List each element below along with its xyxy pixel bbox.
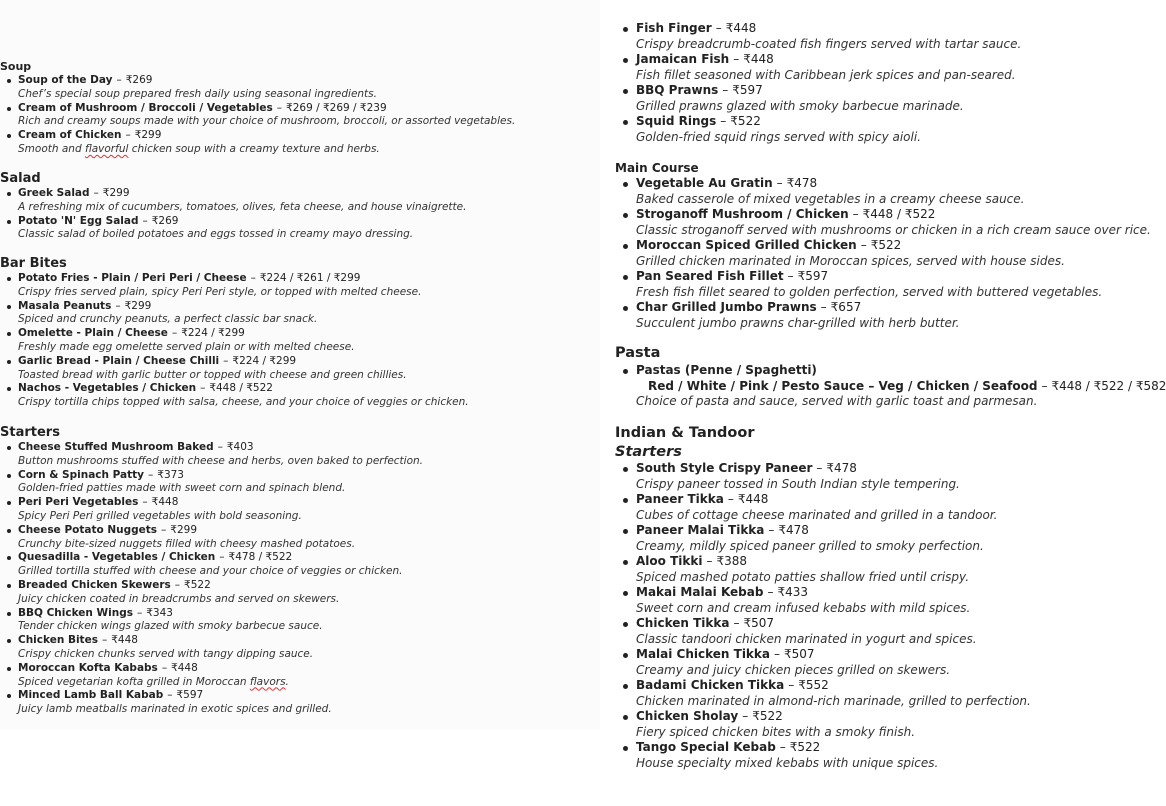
item-name: Potato Fries - Plain / Peri Peri / Cheese	[18, 272, 247, 284]
item-name: BBQ Chicken Wings	[18, 606, 133, 619]
item-price: ₹448	[171, 661, 198, 674]
list-item: Garlic Bread - Plain / Cheese Chilli – ₹224 / ₹299 Toasted bread with garlic butter or topped with cheese and green chillies.	[0, 355, 600, 383]
item-price: ₹299	[102, 187, 130, 199]
item-description: Grilled tortilla stuffed with cheese and your choice of veggies or chicken.	[18, 565, 403, 578]
item-price: ₹522	[870, 238, 902, 252]
item-name: Garlic Bread - Plain / Cheese Chilli	[18, 354, 220, 367]
item-description: Baked casserole of mixed vegetables in a creamy cheese sauce.	[636, 191, 1025, 206]
item-description: Toasted bread with garlic butter or topped with cheese and green chillies.	[18, 368, 407, 381]
item-description: Grilled prawns glazed with smoky barbecue marinade.	[636, 98, 964, 113]
item-options: Red / White / Pink / Pesto Sauce – Veg / Chicken / Seafood	[648, 378, 1038, 393]
left-menu-column	[0, 0, 600, 730]
item-description: A refreshing mix of cucumbers, tomatoes, olives, feta cheese, and house vinaigrette.	[18, 200, 467, 213]
item-description: Freshly made egg omelette served plain or with melted cheese.	[18, 340, 355, 353]
item-price: ₹299	[170, 523, 198, 536]
item-description: Chef’s special soup prepared fresh daily using seasonal ingredients.	[18, 87, 377, 100]
section-bar-bites	[0, 255, 600, 410]
item-description: Fish fillet seasoned with Caribbean jerk spices and pan-seared.	[636, 67, 1016, 82]
item-price: ₹448 / ₹522	[862, 207, 936, 221]
list-item: BBQ Chicken Wings – ₹343 Tender chicken wings glazed with smoky barbecue sauce.	[0, 607, 600, 635]
item-description: Fresh fish fillet seared to golden perfection, served with buttered vegetables.	[636, 284, 1103, 299]
item-name: Vegetable Au Gratin	[636, 176, 773, 190]
item-description: Smooth and flavorful chicken soup with a creamy texture and herbs.	[18, 142, 380, 155]
item-name: Omelette - Plain / Cheese	[18, 327, 168, 340]
item-price: ₹478	[786, 176, 818, 190]
item-name: Cheese Potato Nuggets	[18, 523, 158, 536]
item-description: Button mushrooms stuffed with cheese and herbs, oven baked to perfection.	[18, 454, 423, 467]
list-item: Minced Lamb Ball Kabab – ₹597 Juicy lamb meatballs marinated in exotic spices and grilled.	[0, 689, 600, 717]
list-item: Soup of the Day – ₹269 Chef’s special soup prepared fresh daily using seasonal ingredients.	[0, 74, 600, 102]
item-name: Jamaican Fish	[636, 52, 730, 66]
item-description: Crunchy bite-sized nuggets filled with cheesy mashed potatoes.	[18, 537, 356, 550]
list-item: Potato Fries - Plain / Peri Peri / Cheese – ₹224 / ₹261 / ₹299 Crispy fries served plain, spicy Peri Peri style, or topped with melted cheese.	[0, 272, 600, 300]
item-name: Tango Special Kebab	[636, 740, 776, 754]
item-name: Cream of Chicken	[18, 129, 122, 142]
item-price: ₹657	[830, 300, 862, 314]
starters-list	[0, 441, 600, 717]
item-price: ₹448	[725, 21, 757, 35]
item-description: Juicy chicken coated in breadcrumbs and served on skewers.	[18, 592, 340, 605]
salad-list	[0, 187, 600, 242]
list-item: Moroccan Kofta Kababs – ₹448 Spiced vegetarian kofta grilled in Moroccan flavors.	[0, 662, 600, 690]
item-description: Chicken marinated in almond-rich marinade, grilled to perfection.	[636, 693, 1031, 708]
item-description: Crispy chicken chunks served with tangy dipping sauce.	[18, 647, 314, 660]
list-item: Badami Chicken Tikka – ₹552 Chicken marinated in almond-rich marinade, grilled to perfection.	[615, 678, 1155, 709]
item-description: Spiced mashed potato patties shallow fried until crispy.	[636, 569, 970, 584]
list-item: Chicken Tikka – ₹507 Classic tandoori chicken marinated in yogurt and spices.	[615, 616, 1155, 647]
item-name: Peri Peri Vegetables	[18, 496, 139, 509]
item-price: ₹224 / ₹299	[232, 354, 297, 367]
item-description: Choice of pasta and sauce, served with garlic toast and parmesan.	[636, 394, 1038, 408]
item-name: Squid Rings	[636, 114, 717, 128]
item-description: Spiced vegetarian kofta grilled in Moroccan flavors.	[18, 675, 289, 688]
list-item: Pastas (Penne / Spaghetti) Red / White / Pink / Pesto Sauce – Veg / Chicken / Seafood – ₹448 / ₹522 / ₹582 Choice of pasta and sauce, served with garlic toast and parmesan.	[615, 363, 1155, 410]
item-price: ₹373	[157, 468, 184, 481]
list-item: Paneer Tikka – ₹448 Cubes of cottage cheese marinated and grilled in a tandoor.	[615, 492, 1155, 523]
item-description: Golden-fried patties made with sweet corn and spinach blend.	[18, 482, 346, 495]
item-name: Stroganoff Mushroom / Chicken	[636, 207, 849, 221]
item-description: Tender chicken wings glazed with smoky barbecue sauce.	[18, 620, 323, 633]
item-price: ₹552	[798, 678, 829, 692]
spellcheck-word: flavorful	[84, 142, 129, 155]
section-title-starters: Starters	[0, 425, 60, 440]
item-price: ₹597	[732, 83, 763, 97]
item-price: ₹522	[730, 114, 761, 128]
item-price: ₹597	[797, 269, 829, 283]
list-item: Jamaican Fish – ₹448 Fish fillet seasoned with Caribbean jerk spices and pan-seared.	[615, 52, 1155, 83]
item-name: Paneer Tikka	[636, 492, 724, 506]
item-price: ₹269	[125, 74, 153, 86]
item-name: Potato 'N' Egg Salad	[18, 214, 139, 227]
item-description: Cubes of cottage cheese marinated and grilled in a tandoor.	[636, 507, 998, 522]
list-item: Malai Chicken Tikka – ₹507 Creamy and juicy chicken pieces grilled on skewers.	[615, 647, 1155, 678]
main-course-list	[615, 176, 1155, 331]
item-name: Breaded Chicken Skewers	[18, 578, 171, 591]
list-item: Pan Seared Fish Fillet – ₹597 Fresh fish fillet seared to golden perfection, served with buttered vegetables.	[615, 269, 1155, 300]
item-price: ₹522	[184, 578, 211, 591]
item-price: ₹388	[716, 554, 747, 568]
item-price: ₹597	[176, 689, 204, 702]
item-name: Aloo Tikki	[636, 554, 703, 568]
item-name: Pastas (Penne / Spaghetti)	[636, 363, 817, 377]
list-item: Chicken Bites – ₹448 Crispy chicken chunks served with tangy dipping sauce.	[0, 634, 600, 662]
section-pasta	[615, 344, 1166, 410]
item-description: House specialty mixed kebabs with unique spices.	[636, 755, 939, 770]
list-item: Peri Peri Vegetables – ₹448 Spicy Peri Peri grilled vegetables with bold seasoning.	[0, 496, 600, 524]
item-name: Char Grilled Jumbo Prawns	[636, 300, 817, 314]
list-item: Chicken Sholay – ₹522 Fiery spiced chicken bites with a smoky finish.	[615, 709, 1155, 740]
item-description: Spiced and crunchy peanuts, a perfect classic bar snack.	[18, 313, 318, 326]
item-name: Corn & Spinach Patty	[18, 468, 145, 481]
item-price: ₹478 / ₹522	[228, 551, 293, 564]
item-price: ₹433	[777, 585, 808, 599]
item-description: Crispy breadcrumb-coated fish fingers served with tartar sauce.	[636, 36, 1022, 51]
item-name: Paneer Malai Tikka	[636, 523, 765, 537]
item-price: ₹269 / ₹269 / ₹239	[286, 101, 387, 114]
item-price: ₹299	[134, 129, 162, 142]
item-name: Masala Peanuts	[18, 299, 112, 312]
list-item: Cheese Potato Nuggets – ₹299 Crunchy bite-sized nuggets filled with cheesy mashed potatoes.	[0, 524, 600, 552]
item-name: Nachos - Vegetables / Chicken	[18, 382, 197, 395]
item-name: BBQ Prawns	[636, 83, 719, 97]
right-menu-column	[600, 0, 1166, 806]
item-name: Cream of Mushroom / Broccoli / Vegetables	[18, 101, 273, 114]
item-price: ₹343	[146, 606, 173, 619]
section-title-pasta: Pasta	[615, 345, 661, 361]
list-item: Fish Finger – ₹448 Crispy breadcrumb-coated fish fingers served with tartar sauce.	[615, 21, 1155, 52]
item-name: Soup of the Day	[18, 74, 113, 86]
item-name: Quesadilla - Vegetables / Chicken	[18, 551, 216, 564]
item-name: Moroccan Kofta Kababs	[18, 661, 158, 674]
item-description: Grilled chicken marinated in Moroccan spices, served with house sides.	[636, 253, 1065, 268]
item-name: Fish Finger	[636, 21, 712, 35]
list-item: Quesadilla - Vegetables / Chicken – ₹478 / ₹522 Grilled tortilla stuffed with cheese and your choice of veggies or chicken.	[0, 551, 600, 579]
pasta-list	[615, 363, 1166, 410]
item-description: Creamy and juicy chicken pieces grilled on skewers.	[636, 662, 951, 677]
list-item: Aloo Tikki – ₹388 Spiced mashed potato patties shallow fried until crispy.	[615, 554, 1155, 585]
item-price: ₹522	[789, 740, 821, 754]
item-description: Juicy lamb meatballs marinated in exotic spices and grilled.	[18, 703, 332, 716]
list-item: Greek Salad – ₹299 A refreshing mix of cucumbers, tomatoes, olives, feta cheese, and house vinaigrette.	[0, 187, 600, 215]
item-price: ₹522	[752, 709, 783, 723]
item-name: Cheese Stuffed Mushroom Baked	[18, 441, 214, 453]
section-starters	[0, 424, 600, 717]
bar-bites-list	[0, 272, 600, 410]
list-item: Omelette - Plain / Cheese – ₹224 / ₹299 Freshly made egg omelette served plain or with melted cheese.	[0, 327, 600, 355]
list-item: Nachos - Vegetables / Chicken – ₹448 / ₹522 Crispy tortilla chips topped with salsa, cheese, and your choice of veggies or chicken.	[0, 382, 600, 410]
item-name: Moroccan Spiced Grilled Chicken	[636, 238, 857, 252]
item-description: Golden-fried squid rings served with spicy aioli.	[636, 129, 921, 144]
list-item: Paneer Malai Tikka – ₹478 Creamy, mildly spiced paneer grilled to smoky perfection.	[615, 523, 1155, 554]
item-price: ₹224 / ₹299	[181, 327, 245, 340]
item-price: ₹507	[784, 647, 815, 661]
list-item: South Style Crispy Paneer – ₹478 Crispy paneer tossed in South Indian style tempering.	[615, 461, 1155, 492]
item-name: Chicken Tikka	[636, 616, 730, 630]
item-price: ₹403	[226, 441, 254, 453]
soup-list	[0, 74, 600, 157]
list-item: Breaded Chicken Skewers – ₹522 Juicy chicken coated in breadcrumbs and served on skewers.	[0, 579, 600, 607]
item-description: Spicy Peri Peri grilled vegetables with bold seasoning.	[18, 509, 302, 522]
item-description: Classic tandoori chicken marinated in yogurt and spices.	[636, 631, 977, 646]
list-item: Corn & Spinach Patty – ₹373 Golden-fried patties made with sweet corn and spinach blend.	[0, 469, 600, 497]
section-title-salad: Salad	[0, 171, 41, 186]
item-name: Pan Seared Fish Fillet	[636, 269, 784, 283]
section-title-soup: Soup	[0, 60, 32, 73]
item-description: Classic stroganoff served with mushrooms or chicken in a rich cream sauce over rice.	[636, 222, 1151, 237]
item-name: South Style Crispy Paneer	[636, 461, 813, 475]
item-name: Chicken Sholay	[636, 709, 739, 723]
indian-starters-list	[615, 461, 1155, 771]
item-price: ₹448 / ₹522	[209, 382, 273, 395]
section-seafood-continued	[615, 21, 1155, 145]
item-name: Badami Chicken Tikka	[636, 678, 785, 692]
section-indian-tandoor	[615, 424, 1155, 771]
list-item: Vegetable Au Gratin – ₹478 Baked casserole of mixed vegetables in a creamy cheese sauce.	[615, 176, 1155, 207]
section-main-course	[615, 160, 1155, 331]
list-item: Moroccan Spiced Grilled Chicken – ₹522 Grilled chicken marinated in Moroccan spices, served with house sides.	[615, 238, 1155, 269]
list-item: Tango Special Kebab – ₹522 House specialty mixed kebabs with unique spices.	[615, 740, 1155, 771]
list-item: Masala Peanuts – ₹299 Spiced and crunchy peanuts, a perfect classic bar snack.	[0, 300, 600, 328]
item-description: Classic salad of boiled potatoes and eggs tossed in creamy mayo dressing.	[18, 228, 414, 241]
section-soup	[0, 60, 600, 157]
list-item: Stroganoff Mushroom / Chicken – ₹448 / ₹522 Classic stroganoff served with mushrooms or chicken in a rich cream sauce over rice.	[615, 207, 1155, 238]
list-item: Squid Rings – ₹522 Golden-fried squid rings served with spicy aioli.	[615, 114, 1155, 145]
seafood-list	[615, 21, 1155, 145]
list-item: Cheese Stuffed Mushroom Baked – ₹403 Button mushrooms stuffed with cheese and herbs, oven baked to perfection.	[0, 441, 600, 469]
item-description: Sweet corn and cream infused kebabs with mild spices.	[636, 600, 971, 615]
item-name: Makai Malai Kebab	[636, 585, 764, 599]
item-name: Chicken Bites	[18, 634, 98, 647]
item-description: Crispy paneer tossed in South Indian style tempering.	[636, 476, 960, 491]
item-price: ₹448 / ₹522 / ₹582	[1051, 378, 1166, 393]
item-price: ₹478	[826, 461, 857, 475]
item-price: ₹448	[111, 634, 138, 647]
item-price: ₹299	[124, 299, 152, 312]
list-item: Potato 'N' Egg Salad – ₹269 Classic salad of boiled potatoes and eggs tossed in creamy mayo dressing.	[0, 215, 600, 243]
item-description: Creamy, mildly spiced paneer grilled to smoky perfection.	[636, 538, 984, 553]
item-name: Malai Chicken Tikka	[636, 647, 770, 661]
item-price: ₹507	[743, 616, 774, 630]
item-name: Greek Salad	[18, 187, 90, 199]
list-item: Cream of Chicken – ₹299 Smooth and flavorful chicken soup with a creamy texture and herbs.	[0, 129, 600, 157]
item-description: Succulent jumbo prawns char-grilled with herb butter.	[636, 315, 960, 330]
section-title-indian-tandoor: Indian & Tandoor	[615, 425, 755, 441]
item-name: Minced Lamb Ball Kabab	[18, 689, 164, 702]
item-description: Rich and creamy soups made with your choice of mushroom, broccoli, or assorted vegetables.	[18, 115, 516, 128]
list-item: Cream of Mushroom / Broccoli / Vegetables – ₹269 / ₹269 / ₹239 Rich and creamy soups made with your choice of mushroom, broccoli, or assorted vegetables.	[0, 102, 600, 130]
item-price: ₹448	[737, 492, 769, 506]
item-price: ₹269	[151, 214, 179, 227]
list-item: Char Grilled Jumbo Prawns – ₹657 Succulent jumbo prawns char-grilled with herb butter.	[615, 300, 1155, 331]
item-price: ₹448	[743, 52, 774, 66]
item-price: ₹224 / ₹261 / ₹299	[259, 272, 361, 284]
section-subtitle-starters: Starters	[615, 444, 682, 460]
section-salad	[0, 170, 600, 242]
item-description: Crispy tortilla chips topped with salsa, cheese, and your choice of veggies or chicken.	[18, 396, 469, 409]
section-title-main-course: Main Course	[615, 161, 699, 175]
item-price: ₹478	[778, 523, 809, 537]
item-price: ₹448	[151, 496, 179, 509]
item-description: Fiery spiced chicken bites with a smoky finish.	[636, 724, 916, 739]
list-item: BBQ Prawns – ₹597 Grilled prawns glazed with smoky barbecue marinade.	[615, 83, 1155, 114]
list-item: Makai Malai Kebab – ₹433 Sweet corn and cream infused kebabs with mild spices.	[615, 585, 1155, 616]
item-description: Crispy fries served plain, spicy Peri Peri style, or topped with melted cheese.	[18, 285, 422, 298]
spellcheck-word: flavors	[249, 675, 286, 688]
section-title-bar-bites: Bar Bites	[0, 256, 67, 271]
